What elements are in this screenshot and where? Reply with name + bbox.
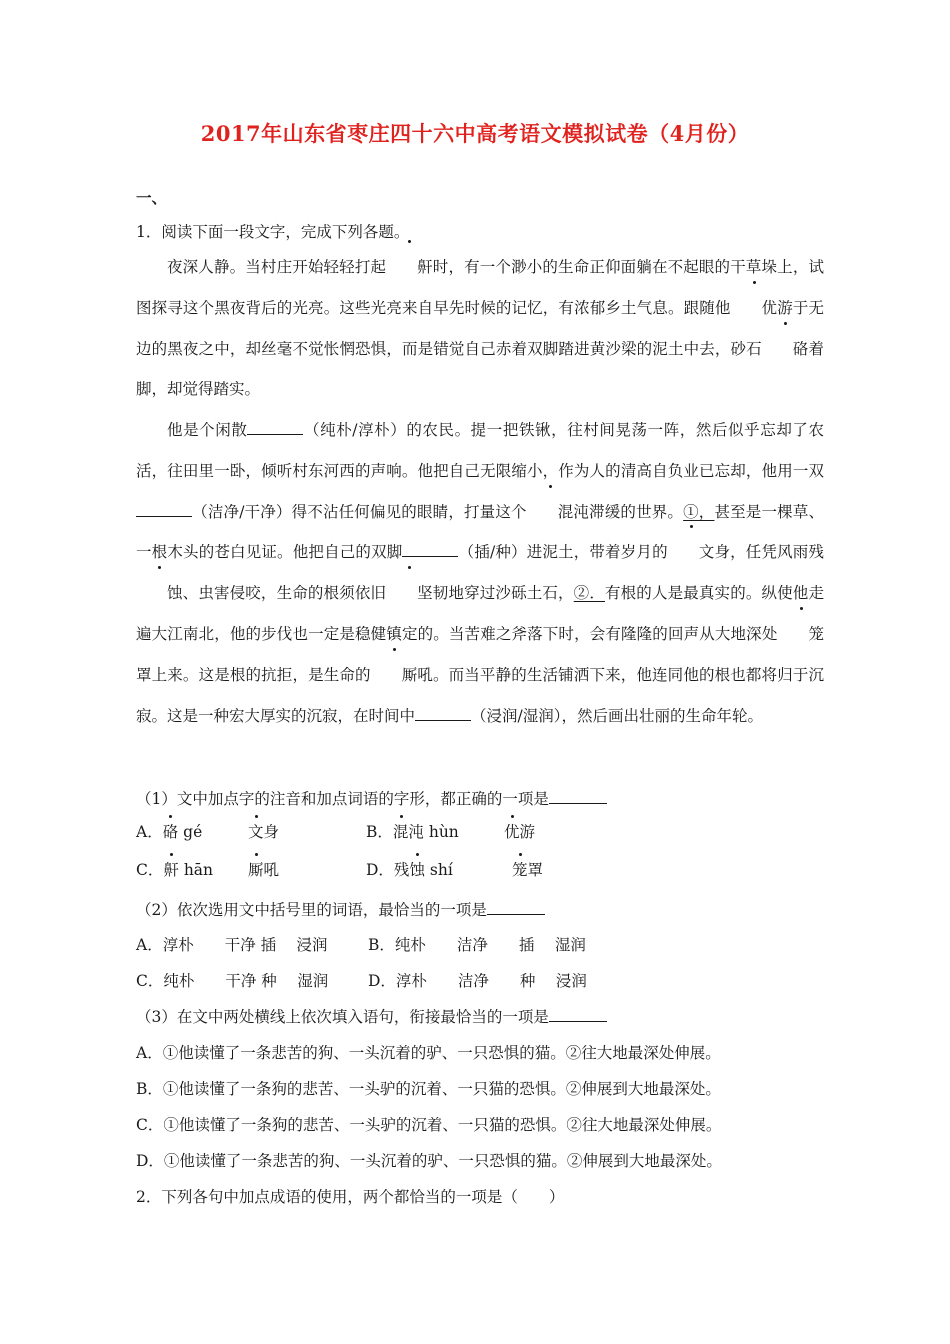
dotted-char: 优 [731,288,778,329]
option-1d: D．残蚀 shí [366,861,453,879]
option-1a: A．硌 gé [136,823,203,841]
passage-paragraph-2: 他是个闲散 （纯朴/淳朴）的农民。提一把铁锹，往村间晃荡一阵，然后似乎忘却了农活，往田里一卧，倾听村东河西的声响。他把自己无限缩小，作为人的清高自负业已忘却，他用一双（洁净/干净）得不沾任何偏见的眼睛，打量这个 混沌滞缓的世界。①，甚至是一棵草、一根木头的苍白见证。他把自己的双脚 （插/种）进泥土，带着岁月的 文身，任凭风雨残蚀、虫害侵咬，生命的根须依旧 坚韧地穿过沙砾土石，②．有根的人是最真实的。纵使他走遍大江南北，他的步伐也一定是稳健镇定的。当苦难之斧落下时，会有隆隆的回声从大地深处 笼罩上来。这是根的抗拒，是生命的 厮吼。而当平静的生活铺洒下来，他连同他的根也都将归于沉寂。这是一种宏大厚实的沉寂，在时间中 （浸润/湿润），然后画出壮丽的生命年轮。 [136,421,824,725]
fill-blank [415,706,471,721]
answer-blank-1: ①， [683,502,715,521]
option-1c-word: 厮吼 [248,861,280,879]
section-heading: 一、 [136,188,168,207]
option-2c: C．纯朴 干净 种 湿润 [136,972,329,990]
dotted-char: 鼾 [386,247,433,288]
dotted-char: 厮 [371,655,418,696]
option-3d: D．①他读懂了一条悲苦的狗、一头沉着的驴、一只恐惧的猫。②伸展到大地最深处。 [136,1152,722,1170]
passage-paragraph-1: 夜深人静。当村庄开始轻轻打起 鼾时，有一个渺小的生命正仰面躺在不起眼的干草垛上，试图探寻这个黑夜背后的光亮。这些光亮来自早先时候的记忆，有浓郁乡土气息。跟随他 优游于无边的黑夜之中，却丝毫不觉怅惘恐惧，而是错觉自己赤着双脚踏进黄沙梁的泥土中去，砂石 硌着脚，却觉得踏实。 [136,247,824,410]
fill-blank [402,542,458,557]
option-1a-word: 文身 [248,823,280,841]
sub-question-2-stem: （2）依次选用文中括号里的词语，最恰当的一项是 [136,900,545,920]
answer-blank-2: ②． [573,584,605,603]
document-title: 2017年山东省枣庄四十六中高考语文模拟试卷（4月份） [200,121,750,146]
option-1d-word: 笼罩 [512,861,544,879]
dotted-char: 笼 [777,614,824,655]
dotted-char: 蚀 [136,573,183,614]
question-2-stem: 2．下列各句中加点成语的使用，两个都恰当的一项是（ ） [136,1188,565,1206]
dotted-char: 文 [668,532,715,573]
option-3b: B．①他读懂了一条狗的悲苦、一头驴的沉着、一只猫的恐惧。②伸展到大地最深处。 [136,1080,721,1098]
sub-question-3-stem: （3）在文中两处横线上依次填入语句，衔接最恰当的一项是 [136,1007,607,1027]
sub-question-1-stem: （1）文中加点字的注音和加点词语的字形，都正确的一项是 [136,789,607,809]
question-1-stem: 1．阅读下面一段文字，完成下列各题。 [136,223,410,241]
option-3a: A．①他读懂了一条悲苦的狗、一头沉着的驴、一只恐惧的猫。②往大地最深处伸展。 [136,1044,721,1062]
option-1b: B．混沌 hùn [366,823,459,841]
option-2b: B．纯朴 洁净 插 湿润 [368,936,586,954]
option-2d: D．淳朴 洁净 种 浸润 [368,972,587,990]
dotted-char: 坚 [386,573,433,614]
option-1c: C．鼾 hān [136,861,214,879]
fill-blank [247,420,303,435]
dotted-char: 硌 [762,329,809,370]
option-2a: A．淳朴 干净 插 浸润 [136,936,328,954]
option-3c: C．①他读懂了一条狗的悲苦、一头驴的沉着、一只猫的恐惧。②往大地最深处伸展。 [136,1116,722,1134]
option-1b-word: 优游 [504,823,536,841]
fill-blank [136,502,192,517]
dotted-char: 混 [527,492,574,533]
